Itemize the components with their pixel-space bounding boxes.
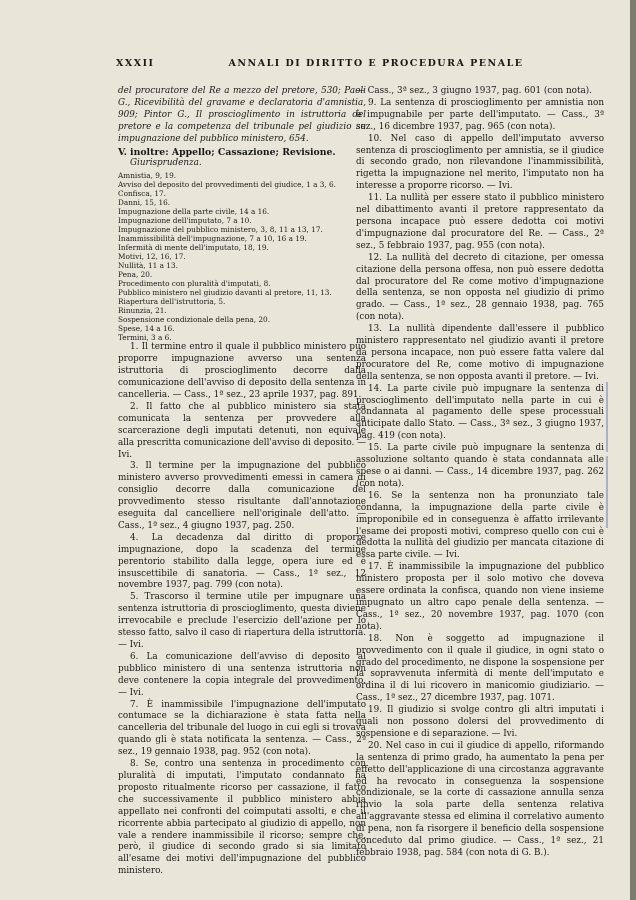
paragraph: 3. Il termine per la impugnazione del pubblico ministero avverso provvedimenti emessi in camera di consiglio decorre dalla comunicazione del provvedimento stesso risultante dall'annotazione eseguita dal cancelliere nell'originale dell'atto. — Cass., 1ª sez., 4 giugno 1937, pag. 250. <box>118 461 366 531</box>
index-entry: Pubblico ministero nel giudizio davanti al pretore, 11, 13. <box>118 288 332 298</box>
index-entry: Avviso del deposito del provvedimenti del giudice, 1 a 3, 6. <box>118 180 336 190</box>
page-number: XXXII <box>116 58 155 69</box>
running-title: ANNALI DI DIRITTO E PROCEDURA PENALE <box>228 58 524 69</box>
subject-index <box>118 171 366 342</box>
paragraph: 1. Il termine entro il quale il pubblico ministero può proporre impugnazione avverso una sentenza istruttoria di proscioglimento decorre dalla comunicazione dell'avviso di deposito della sentenza in cancelleria. — Cass., 1ª sez., 23 aprile 1937, pag. 891. <box>118 342 366 400</box>
index-entry: Impugnazione della parte civile, 14 a 16. <box>118 207 270 217</box>
index-entry: Impugnazione dell'imputato, 7 a 10. <box>118 216 252 226</box>
paragraph: 18. Non è soggetto ad impugnazione il provvedimento con il quale il giudice, in ogni stato o grado del procedimento, ne dispone la sospensione per la sopravvenuta infermità di mente dell'imputato e ordina il di lui ricovero in manicomio giudiziario. — Cass., 1ª sez., 27 dicembre 1937, pag. 1071. <box>356 633 604 704</box>
paragraph: 15. La parte civile può impugnare la sentenza di assoluzione soltanto quando è stata condannata alle spese o ai danni. — Cass., 14 dicembre 1937, pag. 262 (con nota). <box>356 443 604 489</box>
paragraph: 10. Nel caso di appello dell'imputato avverso sentenza di proscioglimento per amnistia, se il giudice di secondo grado, non rilevandone l'inammissibilità, rigetta la impugnazione nel merito, l'imputato non ha interesse a proporre ricorso. — Ivi. <box>356 133 604 192</box>
index-entry: Rinunzia, 21. <box>118 306 167 316</box>
index-entry: Spese, 14 a 16. <box>118 324 175 334</box>
paragraph: 8. Se, contro una sentenza in procedimento con pluralità di imputati, l'imputato condannato ha proposto ritualmente ricorso per cassazione, il fatto che successivamente il pubblico ministero abbia appellato nei confronti del coimputati assolti, e che il ricorrente abbia partecipato al giudizio di appello, non vale a rendere inammissibile il ricorso; sempre che, però, il giudice di secondo grado si sia limitato all'esame dei motivi dell'impugnazione del pubblico ministero. <box>118 759 366 877</box>
index-entry: Nullità, 11 a 13. <box>118 261 178 271</box>
page-edge-shadow <box>630 0 636 900</box>
paragraph: 20. Nel caso in cui il giudice di appello, riformando la sentenza di primo grado, ha aumentato la pena per effetto dell'applicazione di una circostanza aggravante ed ha revocato in conseguenza la sospensione condizionale, se la corte di cassazione annulla senza rinvio la sola parte della sentenza relativa all'aggravante stessa ed elimina il correlativo aumento di pena, non fa risorgere il beneficio della sospensione conceduto dal primo giudice. — Cass., 1ª sez., 21 febbraio 1938, pag. 584 (con nota di G. B.). <box>356 740 604 858</box>
index-entry: Infermità di mente dell'imputato, 18, 19. <box>118 243 269 253</box>
paragraph: 4. La decadenza dal diritto di proporre impugnazione, dopo la scadenza del termine perentorio stabilito dalla legge, opera iure ed è insuscettibile di sanatoria. — Cass., 1ª sez., 12 novembre 1937, pag. 799 (con nota). <box>118 532 366 591</box>
paragraph: 19. Il giudizio si svolge contro gli altri imputati i quali non possono dolersi del provvedimento di sospensione e di separazione. — Ivi. <box>356 705 604 739</box>
paragraph: — Cass., 3ª sez., 3 giugno 1937, pag. 601 (con nota). <box>356 86 592 96</box>
index-entry: Riapertura dell'istruttoria, 5. <box>118 297 226 307</box>
index-entry: Sospensione condizionale della pena, 20. <box>118 315 271 325</box>
paragraph: 12. La nullità del decreto di citazione, per omessa citazione della persona offesa, non può essere dedotta dal procuratore del Re come motivo d'impugnazione della sentenza, se non opposta nel giudizio di primo grado. — Cass., 1ª sez., 28 gennaio 1938, pag. 765 (con nota). <box>356 252 604 323</box>
paragraph: 6. La comunicazione dell'avviso di deposito al pubblico ministero di una sentenza istruttoria non deve contenere la copia integrale del provvedimento. — Ivi. <box>118 651 366 698</box>
section-subheading: Giurisprudenza. <box>130 158 202 169</box>
index-entry: Pena, 20. <box>118 270 153 280</box>
paragraph: 17. È inammissibile la impugnazione del pubblico ministero proposta per il solo motivo che doveva essere ordinata la confisca, quando non viene insieme impugnato un altro capo penale della sentenza. — Cass., 1ª sez., 20 novembre 1937, pag. 1070 (con nota). <box>356 562 604 632</box>
index-entry: Confisca, 17. <box>118 189 166 199</box>
index-entry: Procedimento con pluralità d'imputati, 8. <box>118 279 271 289</box>
index-entry: Danni, 15, 16. <box>118 198 171 208</box>
paragraph: 5. Trascorso il termine utile per impugnare una sentenza istruttoria di proscioglimento, questa diviene irrevocabile e preclude l'esercizio dell'azione per lo stesso fatto, salvo il caso di riapertura della istruttoria. — Ivi. <box>118 592 366 650</box>
index-entry: Motivi, 12, 16, 17. <box>118 252 186 262</box>
index-entry: Termini, 3 a 6. <box>118 333 172 343</box>
paragraph: 14. La parte civile può impugnare la sentenza di proscioglimento dell'imputato nella parte in cui è condannata al pagamento delle spese processuali anticipate dallo Stato. — Cass., 3ª sez., 3 giugno 1937, pag. 419 (con nota). <box>356 383 604 442</box>
paragraph: 13. La nullità dipendente dall'essere il pubblico ministero rappresentato nel giudizio avanti il pretore da persona incapace, non può essere fatta valere dal procuratore del Re, come motivo di impugnazione della sentenza, se non opposta avanti il pretore. — Ivi. <box>356 324 604 382</box>
index-entry: Inammissibilità dell'impugnazione, 7 a 10, 16 a 19. <box>118 234 307 244</box>
paragraph: 11. La nullità per essere stato il pubblico ministero nel dibattimento avanti il pretore rappresentato da persona incapace può essere dedotta coi motivi d'impugnazione dal procuratore del Re. — Cass., 2ª sez., 5 febbraio 1937, pag. 955 (con nota). <box>356 193 604 251</box>
paragraph: 9. La sentenza di proscioglimento per amnistia non è impugnabile per parte dell'imputato. — Cass., 3ª sez., 16 dicembre 1937, pag. 965 (con nota). <box>356 97 604 132</box>
left-column <box>118 86 366 878</box>
section-heading: V. inoltre: Appello; Cassazione; Revisione. <box>118 146 336 158</box>
paragraph: 2. Il fatto che al pubblico ministero sia stata comunicata la sentenza per provvedere alla scarcerazione degli imputati detenuti, non equivale alla prescritta comunicazione dell'avviso di deposito. — Ivi. <box>118 401 366 460</box>
paragraph: 7. È inammissibile l'impugnazione dell'imputato contumace se la dichiarazione è stata fatta nella cancelleria del tribunale del luogo in cui egli si trovava quando gli è stata notificata la sentenza. — Cass., 2ª sez., 19 gennaio 1938, pag. 952 (con nota). <box>118 699 366 758</box>
bibliography-entry: del procuratore del Re a mezzo del pretore, 530; Paoli G., Ricevibilità del gravame e declaratoria d'amnistia, 909; Pintor G., Il proscioglimento in istruttoria del pretore e la competenza del tribunale pel giudizio su impugnazione del pubblico ministero, 654. <box>118 86 366 144</box>
index-entry: Impugnazione del pubblico ministero, 3, 8, 11 a 13, 17. <box>118 225 323 235</box>
paragraph: 16. Se la sentenza non ha pronunziato tale condanna, la impugnazione della parte civile è improponibile ed in conseguenza è affatto irrilevante l'esame dei proposti motivi, compreso quello con cui è dedotta la nullità del giudizio per mancata citazione di essa parte civile. — Ivi. <box>356 490 604 561</box>
margin-pencil-mark <box>606 456 608 528</box>
right-column <box>356 86 604 860</box>
margin-pencil-mark <box>606 382 608 452</box>
index-entry: Amnistia, 9, 19. <box>118 171 177 181</box>
